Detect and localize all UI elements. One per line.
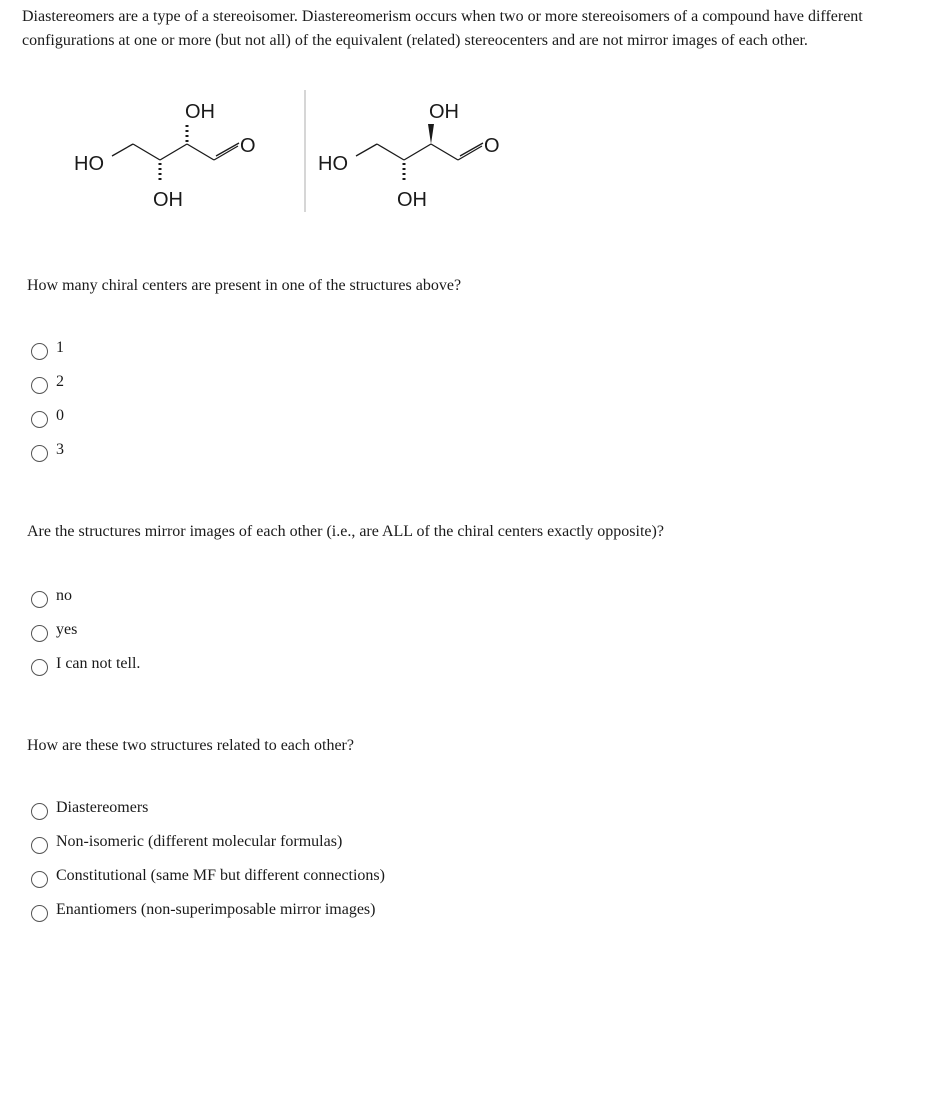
- option-q1-0[interactable]: [31, 399, 64, 433]
- right-carbonyl-o: O: [484, 135, 500, 157]
- structure-left: [74, 101, 256, 211]
- option-label: 0: [56, 407, 64, 424]
- radio-button[interactable]: [31, 803, 48, 820]
- option-q3-non-isomeric[interactable]: [31, 825, 385, 859]
- option-label: no: [56, 587, 72, 604]
- right-top-oh: OH: [429, 101, 459, 123]
- structures-figure: [60, 86, 560, 216]
- option-label: Non-isomeric (different molecular formulas): [56, 833, 343, 850]
- option-q3-diastereomers[interactable]: [31, 791, 385, 825]
- radio-button[interactable]: [31, 591, 48, 608]
- question-2-text: Are the structures mirror images of each other (i.e., are ALL of the chiral centers exactly opposite)?: [27, 523, 664, 540]
- left-top-oh: OH: [185, 101, 215, 123]
- option-label: yes: [56, 621, 78, 638]
- radio-button[interactable]: [31, 659, 48, 676]
- radio-button[interactable]: [31, 343, 48, 360]
- question-2-options: [31, 579, 140, 681]
- left-ho-label: HO: [74, 153, 104, 175]
- intro-paragraph: Diastereomers are a type of a stereoisomer. Diastereomerism occurs when two or more stereoisomers of a compound have different configurations at one or more (but not all) of the equivalent (related) stereocenters and are not mirror images of each other.: [22, 8, 863, 49]
- option-label: Enantiomers (non-superimposable mirror images): [56, 901, 376, 918]
- question-3-options: [31, 791, 385, 927]
- option-label: I can not tell.: [56, 655, 141, 672]
- option-q3-enantiomers[interactable]: [31, 893, 385, 927]
- radio-button[interactable]: [31, 411, 48, 428]
- right-bottom-oh: OH: [397, 189, 427, 211]
- question-1-text: How many chiral centers are present in one of the structures above?: [27, 277, 462, 294]
- option-q2-yes[interactable]: [31, 613, 140, 647]
- option-q1-3[interactable]: [31, 433, 64, 467]
- radio-button[interactable]: [31, 905, 48, 922]
- structures-svg: [60, 86, 560, 216]
- option-q2-cannot-tell[interactable]: [31, 647, 140, 681]
- question-1-options: [31, 331, 64, 467]
- option-q3-constitutional[interactable]: [31, 859, 385, 893]
- option-label: 1: [56, 339, 64, 356]
- radio-button[interactable]: [31, 837, 48, 854]
- radio-button[interactable]: [31, 445, 48, 462]
- radio-button[interactable]: [31, 625, 48, 642]
- radio-button[interactable]: [31, 871, 48, 888]
- left-bottom-oh: OH: [153, 189, 183, 211]
- option-label: 3: [56, 441, 64, 458]
- option-q2-no[interactable]: [31, 579, 140, 613]
- structure-right: [318, 101, 500, 211]
- right-ho-label: HO: [318, 153, 348, 175]
- option-q1-1[interactable]: [31, 331, 64, 365]
- left-carbonyl-o: O: [240, 135, 256, 157]
- option-label: Constitutional (same MF but different connections): [56, 867, 385, 884]
- question-3-text: How are these two structures related to each other?: [27, 737, 354, 754]
- option-q1-2[interactable]: [31, 365, 64, 399]
- radio-button[interactable]: [31, 377, 48, 394]
- option-label: 2: [56, 373, 64, 390]
- option-label: Diastereomers: [56, 799, 149, 816]
